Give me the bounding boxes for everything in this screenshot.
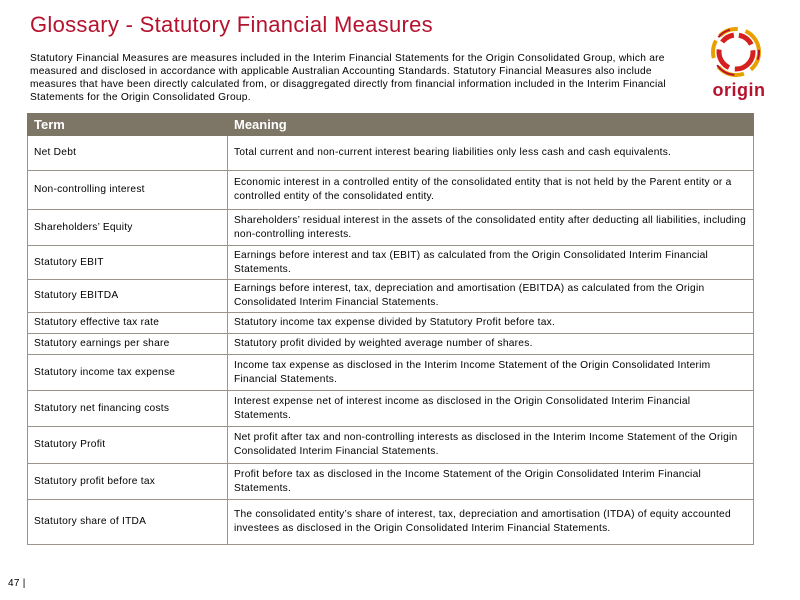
term-cell: Statutory effective tax rate: [28, 313, 228, 334]
intro-paragraph: Statutory Financial Measures are measures included in the Interim Financial Statements for the Origin Consolidated Group, which are measured and disclosed in accordance with applicable Australian Accounting Standards. Statutory Financial Measures also include measures that have been directly calculated from, or disaggregated directly from financial information included in the Interim Financial Statements for the Origin Consolidated Group.: [30, 53, 666, 103]
meaning-cell: Shareholders’ residual interest in the assets of the consolidated entity after deducting all liabilities, including non-controlling interests.: [228, 210, 754, 246]
meaning-cell: The consolidated entity’s share of interest, tax, depreciation and amortisation (ITDA) of equity accounted investees as disclosed in the Origin Consolidated Interim Financial Statements.: [228, 500, 754, 545]
page-number: 47 |: [8, 578, 26, 589]
table-row: [28, 391, 754, 427]
table-row: [28, 136, 754, 171]
term-cell: Statutory EBITDA: [28, 280, 228, 313]
meaning-cell: Economic interest in a controlled entity of the consolidated entity that is not held by the Parent entity or a controlled entity of the consolidated entity.: [228, 171, 754, 210]
table-row: [28, 500, 754, 545]
meaning-cell: Income tax expense as disclosed in the Interim Income Statement of the Origin Consolidated Interim Financial Statements.: [228, 355, 754, 391]
meaning-cell: Earnings before interest and tax (EBIT) as calculated from the Origin Consolidated Interim Financial Statements.: [228, 246, 754, 280]
table-row: [28, 427, 754, 464]
term-cell: Statutory EBIT: [28, 246, 228, 280]
term-cell: Statutory share of ITDA: [28, 500, 228, 545]
term-cell: Non-controlling interest: [28, 171, 228, 210]
meaning-cell: Profit before tax as disclosed in the Income Statement of the Origin Consolidated Interim Financial Statements.: [228, 464, 754, 500]
table-header-row: [28, 114, 754, 136]
term-cell: Shareholders’ Equity: [28, 210, 228, 246]
column-header-term: Term: [28, 114, 228, 136]
term-cell: Statutory profit before tax: [28, 464, 228, 500]
term-cell: Statutory net financing costs: [28, 391, 228, 427]
table-row: [28, 171, 754, 210]
term-cell: Statutory earnings per share: [28, 334, 228, 355]
meaning-cell: Earnings before interest, tax, depreciation and amortisation (EBITDA) as calculated from the Origin Consolidated Interim Financial Statements.: [228, 280, 754, 313]
logo-wordmark: origin: [712, 80, 766, 100]
meaning-cell: Statutory income tax expense divided by Statutory Profit before tax.: [228, 313, 754, 334]
term-cell: Statutory Profit: [28, 427, 228, 464]
column-header-meaning: Meaning: [228, 114, 754, 136]
term-cell: Statutory income tax expense: [28, 355, 228, 391]
page-title: Glossary - Statutory Financial Measures: [30, 12, 433, 37]
table-row: [28, 313, 754, 334]
table-row: [28, 355, 754, 391]
glossary-table: [27, 113, 754, 545]
table-row: [28, 246, 754, 280]
meaning-cell: Total current and non-current interest bearing liabilities only less cash and cash equivalents.: [228, 136, 754, 171]
term-cell: Net Debt: [28, 136, 228, 171]
table-row: [28, 280, 754, 313]
table-row: [28, 464, 754, 500]
meaning-cell: Statutory profit divided by weighted average number of shares.: [228, 334, 754, 355]
table-row: [28, 210, 754, 246]
meaning-cell: Net profit after tax and non-controlling interests as disclosed in the Interim Income Statement of the Origin Consolidated Interim Financial Statements.: [228, 427, 754, 464]
meaning-cell: Interest expense net of interest income as disclosed in the Origin Consolidated Interim Financial Statements.: [228, 391, 754, 427]
table-row: [28, 334, 754, 355]
